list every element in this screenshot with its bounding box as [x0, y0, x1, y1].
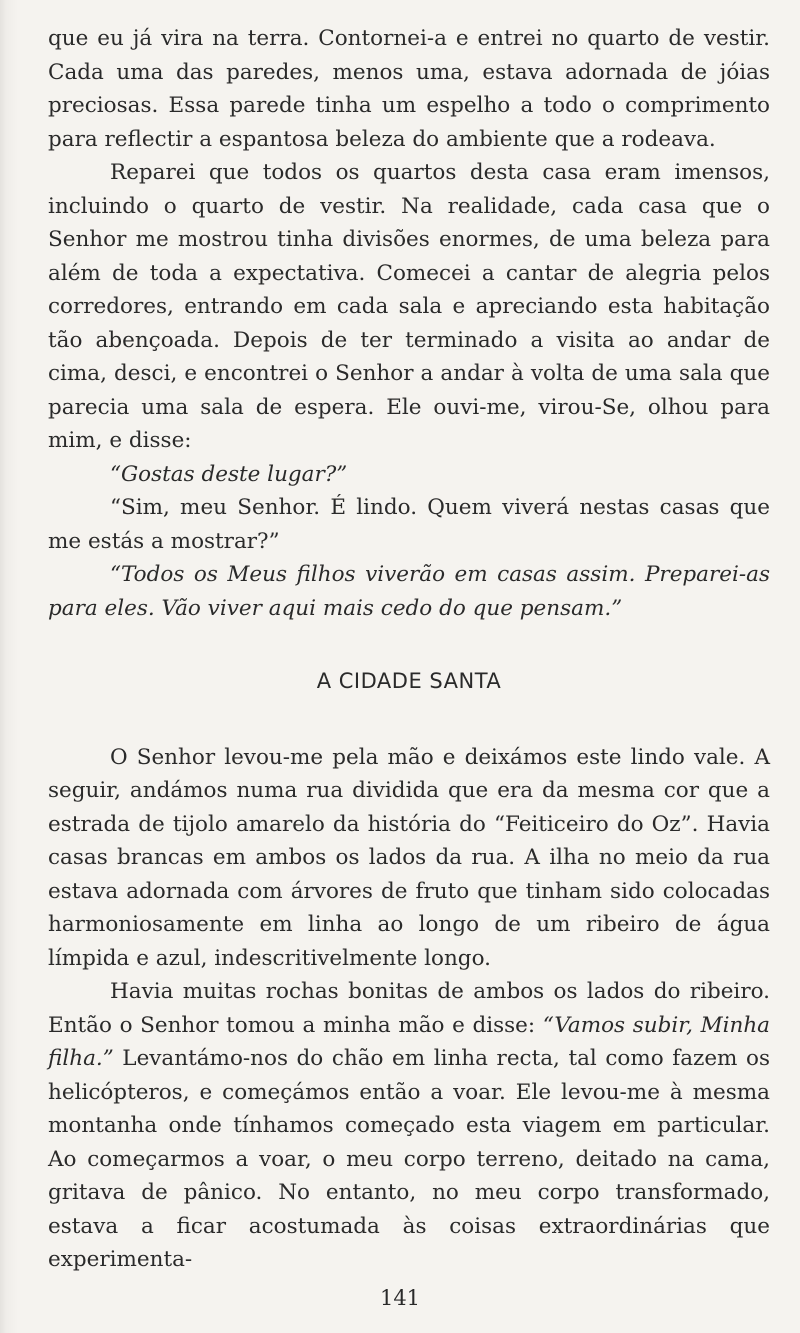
dialogue-answer-text: “Todos os Meus filhos viverão em casas assim. Preparei-as para eles. Vão viver aqui mais cedo do que pensam.” — [48, 562, 770, 621]
paragraph-4-quote: “Vamos subir, Minha filha.” — [48, 1012, 770, 1071]
paragraph-2: Reparei que todos os quartos desta casa eram imensos, incluindo o quarto de vestir. Na realidade, cada casa que o Senhor me mostrou tinha divisões enormes, de uma beleza para além de toda a expectativa. Comecei a cantar de alegria pelos corredores, entrando em cada sala e apreciando esta habitação tão abençoada. Depois de ter terminado a visita ao andar de cima, desci, e encontrei o Senhor a andar à volta de uma sala que parecia uma sala de espera. Ele ouvi-me, virou-Se, olhou para mim, e disse: — [48, 160, 770, 453]
dialogue-reply: “Sim, meu Senhor. É lindo. Quem viverá nestas casas que me estás a mostrar?” — [48, 495, 770, 554]
page-body — [48, 22, 770, 1277]
dialogue-question — [48, 458, 770, 492]
paragraph-3: O Senhor levou-me pela mão e deixámos este lindo vale. A seguir, andámos numa rua dividida que era da mesma cor que a estrada de tijolo amarelo da história do “Feiticeiro do Oz”. Havia casas brancas em ambos os lados da rua. A ilha no meio da rua estava adornada com árvores de fruto que tinham sido colocadas harmoniosamente em linha ao longo de um ribeiro de água límpida e azul, indescritivelmente longo. — [48, 744, 770, 971]
dialogue-answer — [48, 558, 770, 625]
paragraph-4-end: Levantámo-nos do chão em linha recta, tal como fazem os helicópteros, e começámos então a voar. Ele levou-me à mesma montanha onde tínhamos começado esta viagem em particular. Ao começarmos a voar, o meu corpo terreno, deitado na cama, gritava de pânico. No entanto, no meu corpo transformado, estava a ficar acostumada às coisas extraordinárias que experimenta- — [48, 1046, 770, 1272]
paragraph-4-start: Havia muitas rochas bonitas de ambos os lados do ribeiro. Então o Senhor tomou a minha mão e disse: — [48, 979, 770, 1038]
section-title: A CIDADE SANTA — [316, 669, 502, 693]
page-number: 141 — [379, 1286, 421, 1310]
paragraph-1: que eu já vira na terra. Contornei-a e entrei no quarto de vestir. Cada uma das paredes, menos uma, estava adornada de jóias preciosas. Essa parede tinha um espelho a todo o comprimento para reflectir a espantosa beleza do ambiente que a rodeava. — [48, 26, 770, 152]
paragraph-4 — [48, 975, 770, 1277]
dialogue-question-text: “Gostas deste lugar?” — [110, 461, 348, 487]
